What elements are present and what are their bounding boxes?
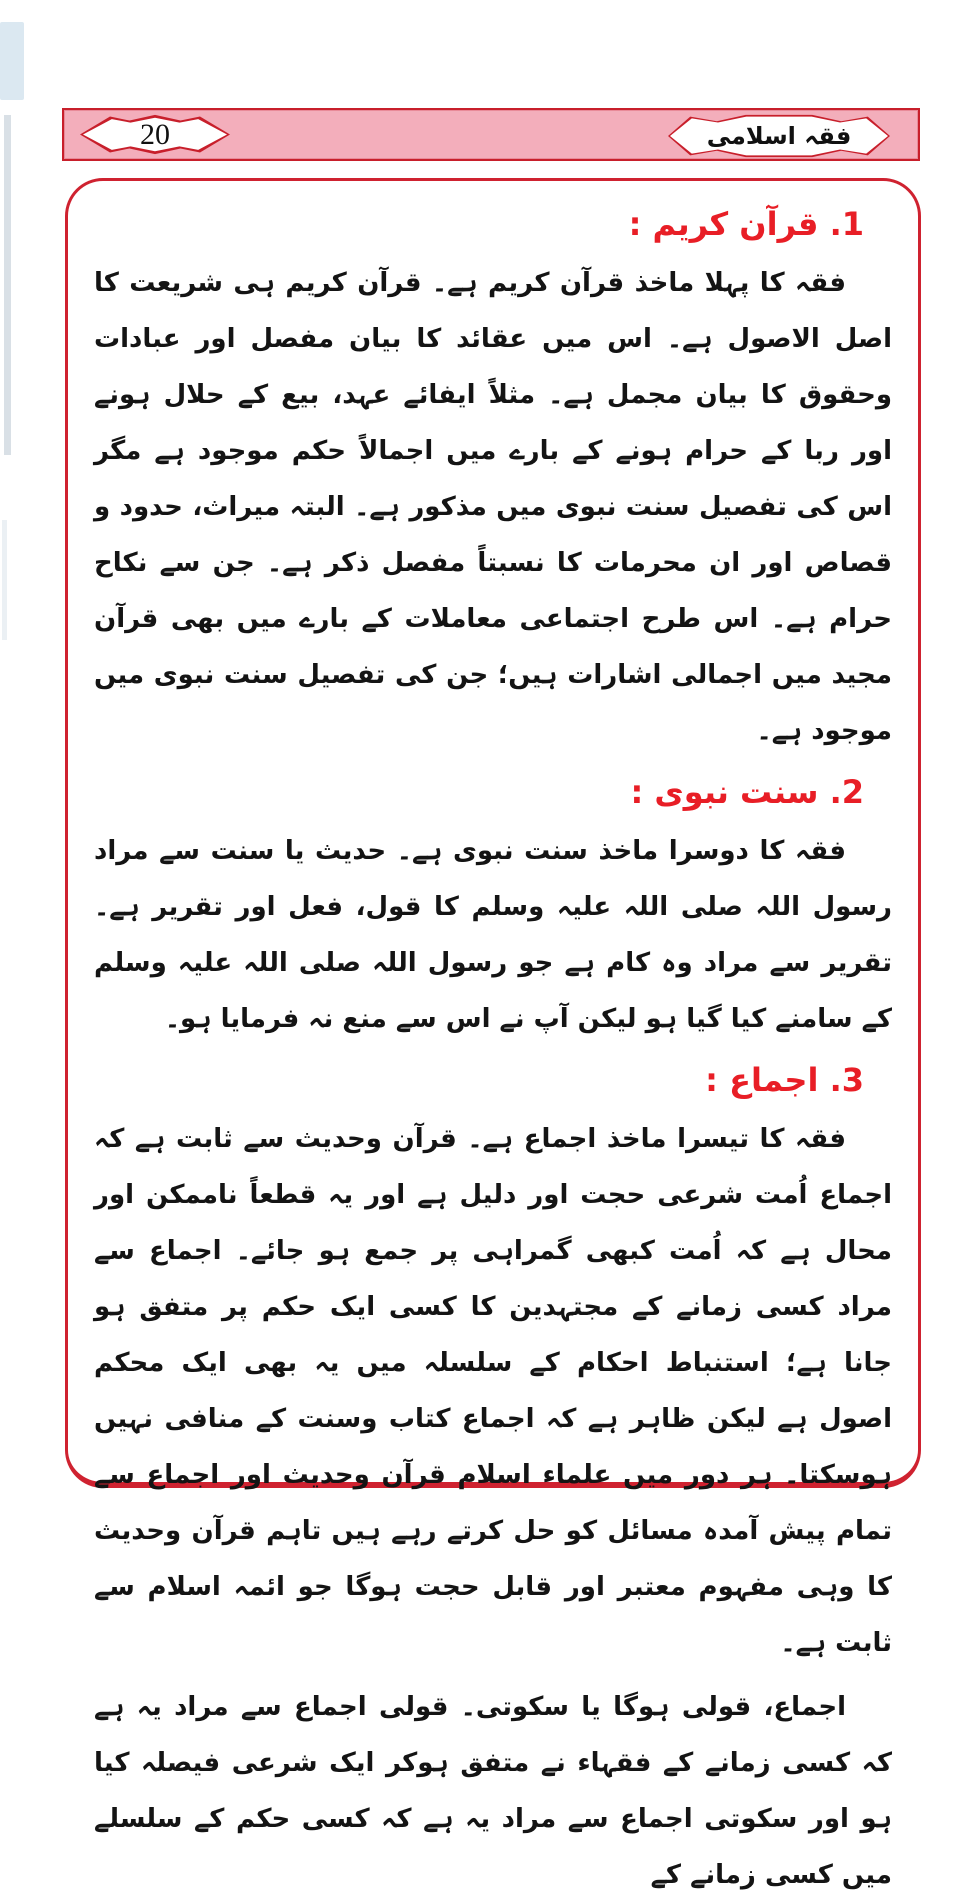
section-paragraph: اجماع، قولی ہوگا یا سکوتی۔ قولی اجماع سے مراد یہ ہے کہ کسی زمانے کے فقہاء نے متفق ہوکر ایک شرعی فیصلہ کیا ہو اور سکوتی اجماع سے مراد یہ ہے کہ کسی حکم کے سلسلے میں کسی زمانے کے <box>94 1692 892 1890</box>
page-number-badge <box>80 114 230 155</box>
scan-edge-artifact <box>0 22 24 100</box>
section-heading: 1. قرآن کریم : <box>628 205 864 243</box>
section-quran-karim <box>94 205 892 759</box>
page-number: 20 <box>140 117 170 151</box>
section-heading: 3. اجماع : <box>705 1061 864 1099</box>
section-ijma <box>94 1061 892 1903</box>
section-paragraph: فقہ کا تیسرا ماخذ اجماع ہے۔ قرآن وحدیث سے ثابت ہے کہ اجماع اُمت شرعی حجت اور دلیل ہے اور یہ قطعاً ناممکن اور محال ہے کہ اُمت کبھی گمراہی پر جمع ہو جائے۔ اجماع سے مراد کسی زمانے کے مجتہدین کا کسی ایک حکم پر متفق ہو جانا ہے؛ استنباط احکام کے سلسلہ میں یہ بھی ایک محکم اصول ہے لیکن ظاہر ہے کہ اجماع کتاب وسنت کے منافی نہیں ہوسکتا۔ ہر دور میں علماء اسلام قرآن وحدیث اور اجماع سے تمام پیش آمدہ مسائل کو حل کرتے رہے ہیں تاہم قرآن وحدیث کا وہی مفہوم معتبر اور قابل حجت ہوگا جو ائمہ اسلام سے ثابت ہے۔ <box>94 1124 892 1658</box>
book-title: فقہ اسلامی <box>706 122 852 150</box>
content-frame <box>65 178 921 1890</box>
section-sunnat-nabwi <box>94 773 892 1047</box>
section-paragraph: فقہ کا پہلا ماخذ قرآن کریم ہے۔ قرآن کریم ہی شریعت کا اصل الاصول ہے۔ اس میں عقائد کا بیان مفصل اور عبادات وحقوق کا بیان مجمل ہے۔ مثلاً ایفائے عہد، بیع کے حلال ہونے اور ربا کے حرام ہونے کے بارے میں اجمالاً حکم موجود ہے مگر اس کی تفصیل سنت نبوی میں مذکور ہے۔ البتہ میراث، حدود و قصاص اور ان محرمات کا نسبتاً مفصل ذکر ہے۔ جن سے نکاح حرام ہے۔ اس طرح اجتماعی معاملات کے بارے میں بھی قرآن مجید میں اجمالی اشارات ہیں؛ جن کی تفصیل سنت نبوی میں موجود ہے۔ <box>94 268 892 746</box>
scan-edge-artifact <box>2 520 7 640</box>
scan-edge-artifact <box>4 115 11 455</box>
section-paragraph: فقہ کا دوسرا ماخذ سنت نبوی ہے۔ حدیث یا سنت سے مراد رسول اللہ صلی اللہ علیہ وسلم کا قول، فعل اور تقریر ہے۔ تقریر سے مراد وہ کام ہے جو رسول اللہ صلی اللہ علیہ وسلم کے سامنے کیا گیا ہو لیکن آپ نے اس سے منع نہ فرمایا ہو۔ <box>94 836 892 1034</box>
section-heading: 2. سنت نبوی : <box>630 773 864 811</box>
page-header-band <box>62 108 920 161</box>
book-title-cartouche <box>668 113 890 159</box>
